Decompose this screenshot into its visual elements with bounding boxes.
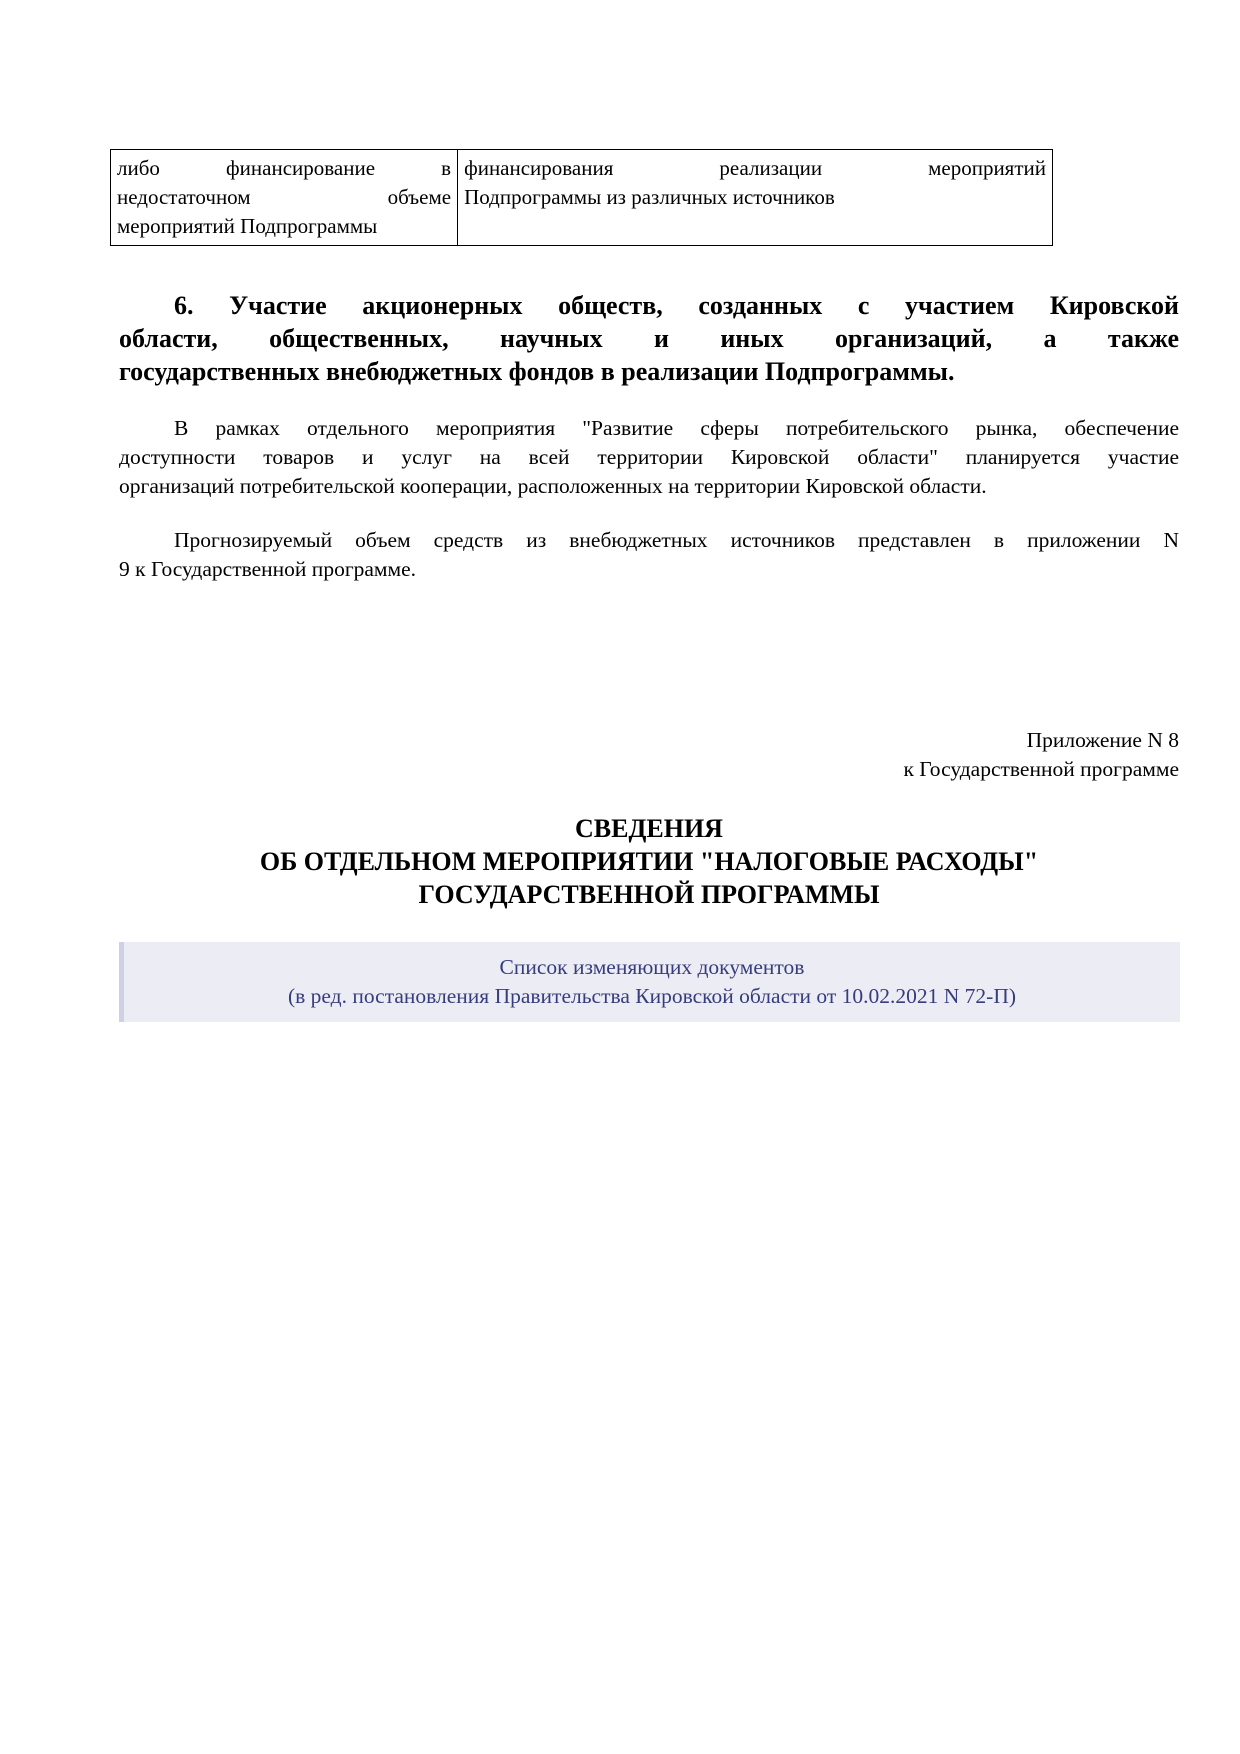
- title-line: ГОСУДАРСТВЕННОЙ ПРОГРАММЫ: [418, 880, 880, 909]
- table-cell-line: либо финансирование в: [117, 156, 452, 180]
- table-row: [111, 150, 1053, 246]
- paragraph-forecast: [119, 526, 1179, 584]
- table-cell-right: [458, 150, 1053, 246]
- heading-line: 6. Участие акционерных обществ, созданных с участием Кировской: [174, 291, 1179, 320]
- appendix-program: к Государственной программе: [903, 757, 1179, 781]
- table-cell-line: финансирования реализации мероприятий: [464, 156, 1046, 180]
- changes-documents-box: [119, 942, 1180, 1022]
- paragraph-line: доступности товаров и услуг на всей территории Кировской области" планируется участие: [119, 445, 1179, 469]
- table-cell-left: [111, 150, 458, 246]
- changes-reference: (в ред. постановления Правительства Кировской области от 10.02.2021 N 72-П): [287, 984, 1017, 1008]
- section-heading: [119, 289, 1179, 388]
- table-cell-line: мероприятий Подпрограммы: [117, 214, 378, 238]
- paragraph-line: организаций потребительской кооперации, расположенных на территории Кировской области.: [119, 474, 987, 498]
- table-cell-line: Подпрограммы из различных источников: [464, 185, 835, 209]
- risk-table-fragment: [110, 149, 1053, 246]
- document-title: [119, 812, 1179, 911]
- paragraph-line: Прогнозируемый объем средств из внебюджетных источников представлен в приложении N: [174, 528, 1179, 552]
- paragraph-line: В рамках отдельного мероприятия "Развитие сферы потребительского рынка, обеспечение: [174, 416, 1179, 440]
- paragraph-participation: [119, 414, 1179, 501]
- appendix-number: Приложение N 8: [1026, 728, 1179, 752]
- heading-line: государственных внебюджетных фондов в реализации Подпрограммы.: [119, 357, 955, 386]
- changes-caption: Список изменяющих документов: [499, 955, 805, 979]
- appendix-reference: [679, 726, 1179, 784]
- paragraph-line: 9 к Государственной программе.: [119, 557, 417, 581]
- heading-line: области, общественных, научных и иных организаций, а также: [119, 324, 1179, 353]
- table-cell-line: недостаточном объеме: [117, 185, 452, 209]
- title-line: СВЕДЕНИЯ: [575, 814, 723, 843]
- title-line: ОБ ОТДЕЛЬНОМ МЕРОПРИЯТИИ "НАЛОГОВЫЕ РАСХОДЫ": [259, 847, 1039, 876]
